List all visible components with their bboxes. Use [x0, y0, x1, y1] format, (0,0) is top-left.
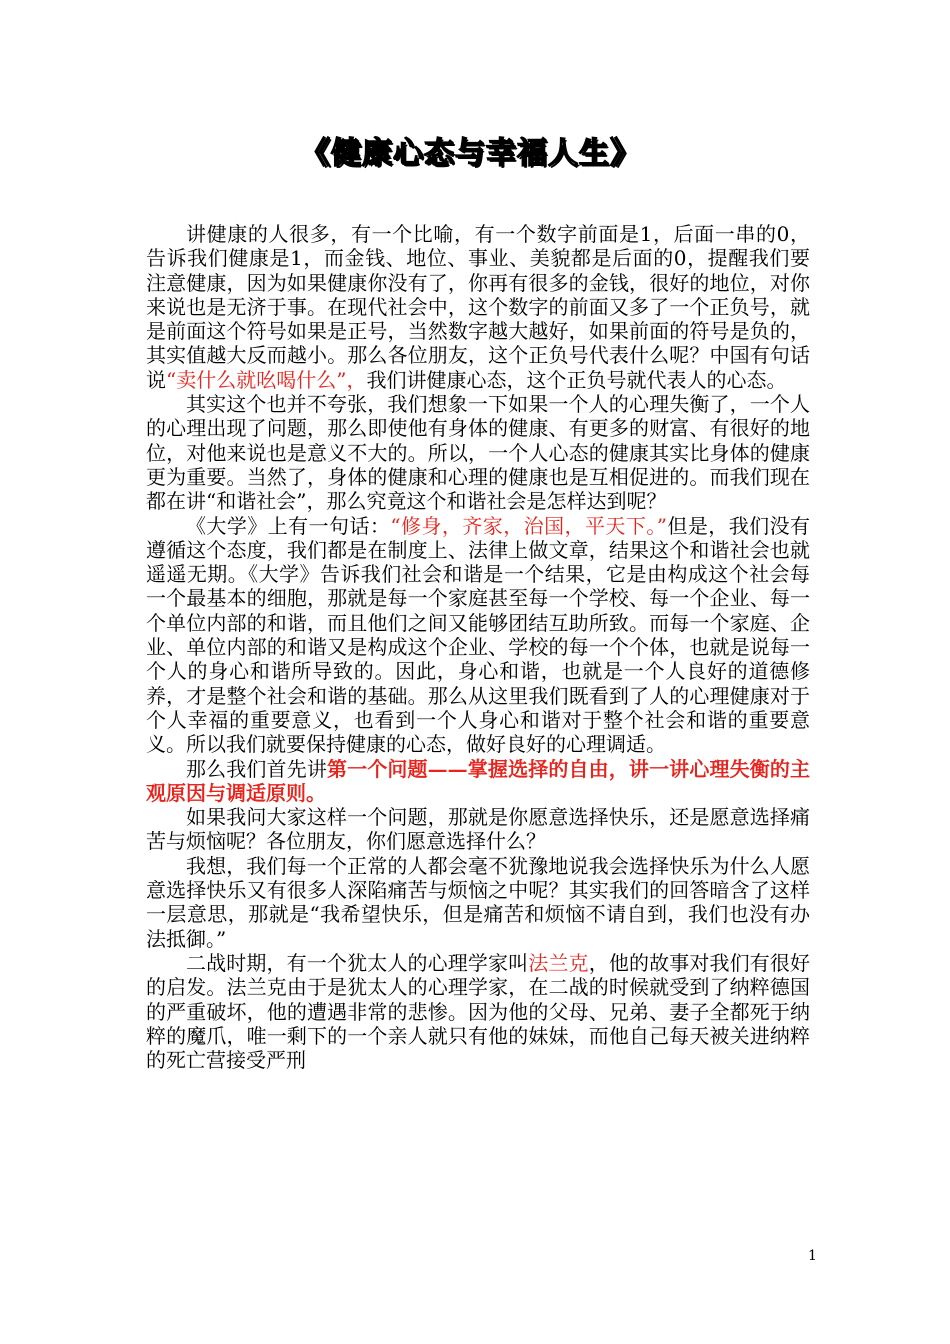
page-number: 1 [808, 1248, 817, 1264]
highlighted-quote: “修身，齐家，治国，平天下。” [390, 513, 667, 538]
paragraph-text: 二战时期，有一个犹太人的心理学家叫 [186, 950, 529, 975]
paragraph-text: ，他的故事对我们有很好的启发。法兰克由于是犹太人的心理学家，在二战的时候就受到了纳粹德国的严重破坏，他的遭遇非常的悲惨。因为他的父母、兄弟、妻子全都死于纳粹的魔爪，唯一剩下的一个亲人就只有他的妹妹，而他自己每天被关进纳粹的死亡营接受严刑 [146, 950, 811, 1073]
highlighted-name: 法兰克 [528, 950, 589, 975]
document-body [146, 222, 810, 1072]
paragraph [146, 222, 810, 392]
paragraph-text: 其实这个也并不夸张，我们想象一下如果一个人的心理失衡了，一个人的心理出现了问题，那么即使他有身体的健康、有更多的财富、有很好的地位，对他来说也是意义不大的。所以，一个人心态的健康其实比身体的健康更为重要。当然了，身体的健康和心理的健康也是互相促进的。而我们现在都在讲“和谐社会”，那么究竟这个和谐社会是怎样达到呢？ [146, 392, 810, 514]
document-title: 《健康心态与幸福人生》 [300, 136, 641, 171]
paragraph [146, 392, 810, 513]
paragraph-text: 《大学》上有一句话： [186, 513, 391, 538]
paragraph-text: 讲健康的人很多，有一个比喻，有一个数字前面是1，后面一串的0，告诉我们健康是1，而金钱、地位、事业、美貌都是后面的0，提醒我们要注意健康，因为如果健康你没有了，你再有很多的金钱，很好的地位，对你来说也是无济于事。在现代社会中，这个数字的前面又多了一个正负号，就是前面这个符号如果是正号，当然数字越大越好，如果前面的符号是负的，其实值越大反而越小。那么各位朋友，这个正负号代表什么呢？中国有句话说 [146, 222, 810, 392]
paragraph [146, 854, 810, 951]
paragraph-text: 我们讲健康心态，这个正负号就代表人的心态。 [366, 367, 787, 392]
paragraph [146, 757, 810, 806]
paragraph-text: 如果我问大家这样一个问题，那就是你愿意选择快乐，还是愿意选择痛苦与烦恼呢？各位朋友，你们愿意选择什么？ [146, 805, 810, 854]
paragraph-text: 但是，我们没有遵循这个态度，我们都是在制度上、法律上做文章，结果这个和谐社会也就遥遥无期。《大学》告诉我们社会和谐是一个结果，它是由构成这个社会每一个最基本的细胞，那就是每一个家庭甚至每一个学校、每一个企业、每一个单位内部的和谐，而且他们之间又能够团结互助所致。而每一个家庭、企业、单位内部的和谐又是构成这个企业、学校的每一个个体，也就是说每一个人的身心和谐所导致的。因此，身心和谐，也就是一个人良好的道德修养，才是整个社会和谐的基础。那么从这里我们既看到了人的心理健康对于个人幸福的重要意义，也看到一个人身心和谐对于整个社会和谐的重要意义。所以我们就要保持健康的心态，做好良好的心理调适。 [146, 513, 811, 757]
paragraph-text: 那么我们首先讲 [186, 756, 327, 781]
paragraph [146, 805, 810, 854]
paragraph [146, 514, 810, 757]
highlighted-quote: “卖什么就吆喝什么”， [166, 367, 367, 392]
paragraph-text: 我想，我们每一个正常的人都会毫不犹豫地说我会选择快乐为什么人愿意选择快乐又有很多人深陷痛苦与烦恼之中呢？其实我们的回答暗含了这样一层意思，那就是“我希望快乐，但是痛苦和烦恼不请自到，我们也没有办法抵御。” [146, 853, 810, 951]
section-heading-highlight: 第一个问题——掌握选择的自由，讲一讲心理失衡的主观原因与调适原则。 [146, 756, 811, 805]
paragraph [146, 951, 810, 1072]
